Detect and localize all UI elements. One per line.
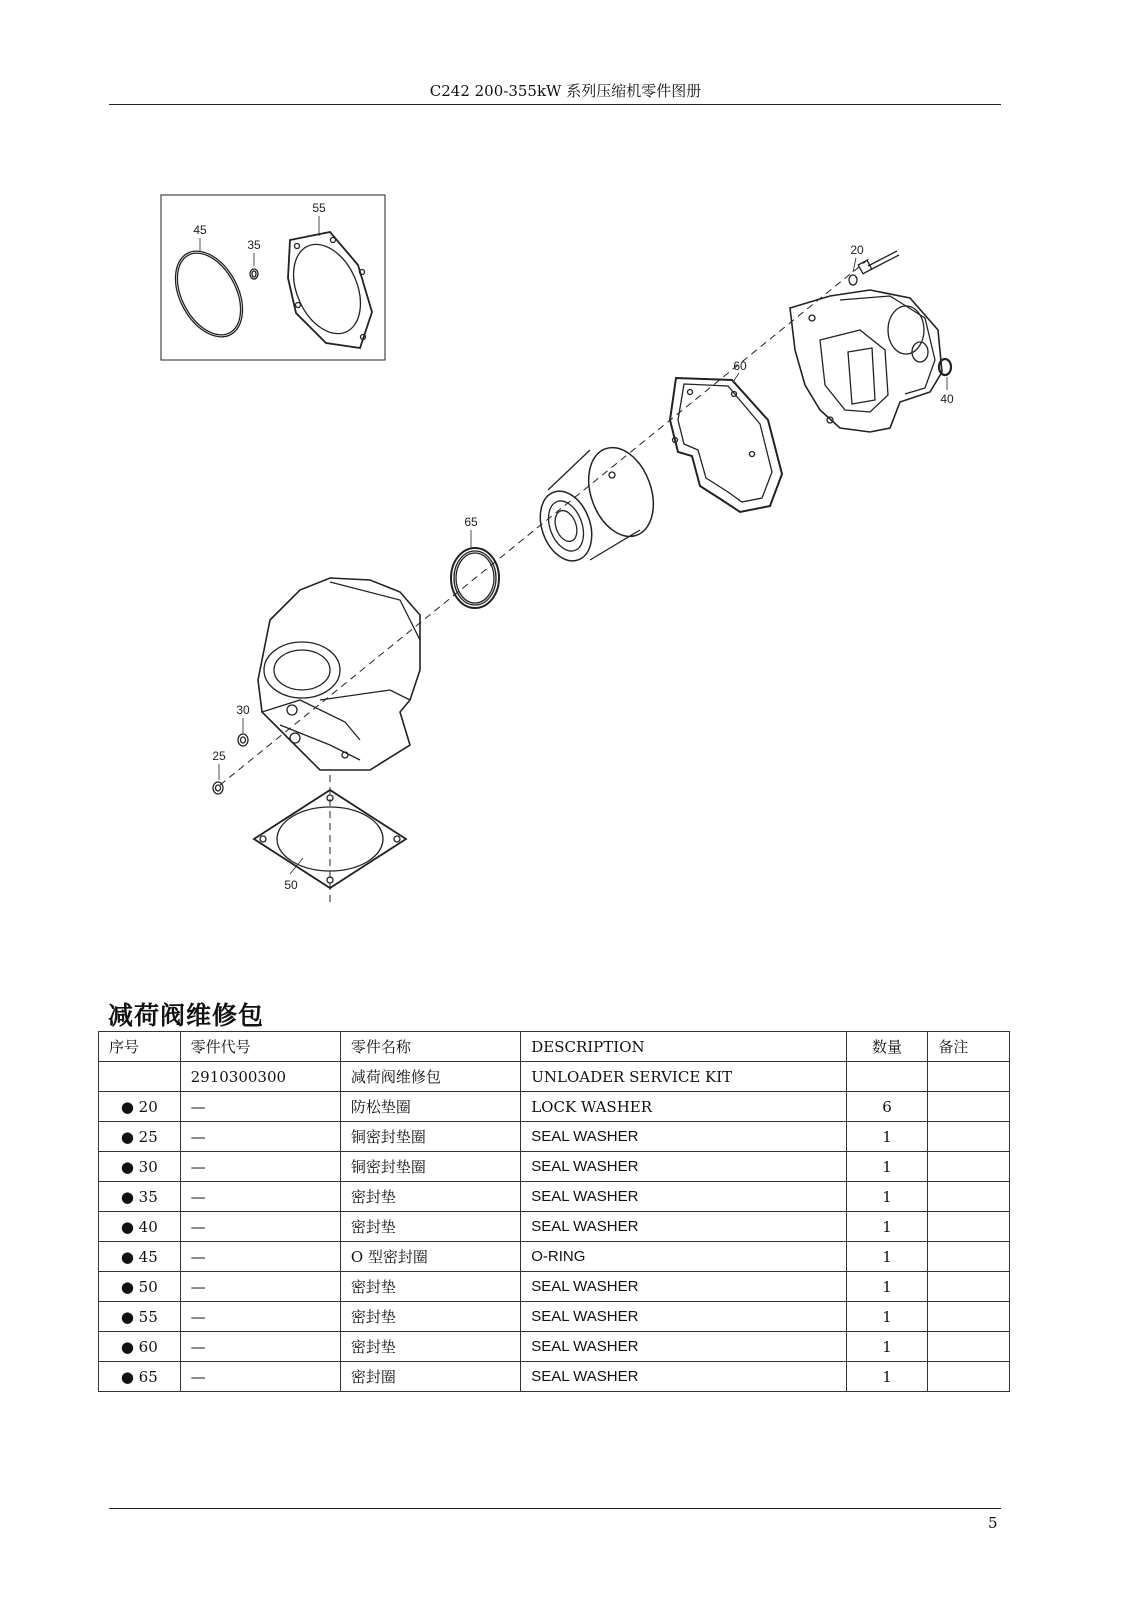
cell-qty: 1 — [846, 1152, 928, 1182]
cell-description: SEAL WASHER — [521, 1272, 847, 1302]
header-name-cn: 零件名称 — [340, 1032, 520, 1062]
callout-35: 35 — [247, 238, 261, 252]
cell-name-cn: 铜密封垫圈 — [340, 1122, 520, 1152]
callout-60: 60 — [733, 359, 747, 373]
footer-rule — [109, 1508, 1001, 1509]
table-row — [99, 1122, 1010, 1152]
part-35-seal-washer — [250, 269, 258, 279]
cell-description: SEAL WASHER — [521, 1212, 847, 1242]
header-no: 序号 — [99, 1032, 181, 1062]
callout-55: 55 — [312, 201, 326, 215]
cell-description: SEAL WASHER — [521, 1122, 847, 1152]
header-code: 零件代号 — [180, 1032, 340, 1062]
cell-no: ● 55 — [99, 1302, 181, 1332]
cell-no: ● 25 — [99, 1122, 181, 1152]
part-30-seal-washer — [238, 734, 248, 746]
table-row — [99, 1182, 1010, 1212]
right-housing — [790, 290, 942, 432]
table-header-row — [99, 1032, 1010, 1062]
part-60-gasket — [670, 378, 782, 512]
table-row — [99, 1062, 1010, 1092]
callout-20: 20 — [850, 243, 864, 257]
callout-45: 45 — [193, 223, 207, 237]
cell-remark — [928, 1182, 1010, 1212]
cell-no: ● 20 — [99, 1092, 181, 1122]
cell-name-cn: 密封垫 — [340, 1182, 520, 1212]
table-row — [99, 1242, 1010, 1272]
cell-no: ● 50 — [99, 1272, 181, 1302]
cell-remark — [928, 1212, 1010, 1242]
cell-remark — [928, 1362, 1010, 1392]
cell-code: — — [180, 1152, 340, 1182]
cell-qty: 1 — [846, 1302, 928, 1332]
cell-code: — — [180, 1362, 340, 1392]
cell-qty: 1 — [846, 1212, 928, 1242]
part-45-o-ring — [162, 240, 256, 348]
cell-name-cn: 密封垫 — [340, 1332, 520, 1362]
cell-no: ● 60 — [99, 1332, 181, 1362]
callout-50: 50 — [284, 878, 298, 892]
cell-name-cn: O 型密封圈 — [340, 1242, 520, 1272]
cell-name-cn: 防松垫圈 — [340, 1092, 520, 1122]
cell-name-cn: 密封垫 — [340, 1272, 520, 1302]
assembly-axis — [220, 258, 870, 785]
cell-code: — — [180, 1332, 340, 1362]
table-row — [99, 1212, 1010, 1242]
table-row — [99, 1362, 1010, 1392]
cell-code: — — [180, 1122, 340, 1152]
cell-code: — — [180, 1182, 340, 1212]
cell-code: — — [180, 1302, 340, 1332]
table-row — [99, 1332, 1010, 1362]
table-row — [99, 1272, 1010, 1302]
valve-sleeve — [531, 439, 665, 569]
parts-table — [98, 1031, 1010, 1392]
part-55-gasket — [280, 232, 373, 348]
cell-code: — — [180, 1092, 340, 1122]
cell-code: — — [180, 1242, 340, 1272]
cell-description: SEAL WASHER — [521, 1362, 847, 1392]
cell-qty: 1 — [846, 1182, 928, 1212]
cell-no: ● 45 — [99, 1242, 181, 1272]
cell-qty: 1 — [846, 1332, 928, 1362]
cell-remark — [928, 1272, 1010, 1302]
cell-remark — [928, 1302, 1010, 1332]
cell-no: ● 40 — [99, 1212, 181, 1242]
cell-qty: 1 — [846, 1272, 928, 1302]
cell-code: 2910300300 — [180, 1062, 340, 1092]
cell-description: SEAL WASHER — [521, 1152, 847, 1182]
cell-qty: 6 — [846, 1092, 928, 1122]
cell-name-cn: 密封垫 — [340, 1212, 520, 1242]
cell-code: — — [180, 1272, 340, 1302]
callout-25: 25 — [212, 749, 226, 763]
cell-name-cn: 密封圈 — [340, 1362, 520, 1392]
header-description: DESCRIPTION — [521, 1032, 847, 1062]
cell-description: SEAL WASHER — [521, 1182, 847, 1212]
table-row — [99, 1302, 1010, 1332]
cell-no: ● 65 — [99, 1362, 181, 1392]
callout-30: 30 — [236, 703, 250, 717]
cell-no: ● 35 — [99, 1182, 181, 1212]
cell-remark — [928, 1242, 1010, 1272]
cell-name-cn: 密封垫 — [340, 1302, 520, 1332]
cell-description: SEAL WASHER — [521, 1302, 847, 1332]
cell-name-cn: 减荷阀维修包 — [340, 1062, 520, 1092]
header-remark: 备注 — [928, 1032, 1010, 1062]
left-housing — [258, 578, 420, 770]
cell-remark — [928, 1122, 1010, 1152]
cell-no — [99, 1062, 181, 1092]
cell-qty: 1 — [846, 1242, 928, 1272]
header-qty: 数量 — [846, 1032, 928, 1062]
cell-code: — — [180, 1212, 340, 1242]
part-25-seal-washer — [213, 782, 223, 794]
cell-remark — [928, 1092, 1010, 1122]
callout-65: 65 — [464, 515, 478, 529]
cell-description: LOCK WASHER — [521, 1092, 847, 1122]
section-title: 减荷阀维修包 — [108, 1001, 265, 1030]
table-row — [99, 1092, 1010, 1122]
cell-remark — [928, 1062, 1010, 1092]
cell-qty: 1 — [846, 1362, 928, 1392]
page-header-title: C242 200-355kW 系列压缩机零件图册 — [429, 82, 702, 100]
cell-qty: 1 — [846, 1122, 928, 1152]
cell-remark — [928, 1332, 1010, 1362]
cell-no: ● 30 — [99, 1152, 181, 1182]
page-number: 5 — [988, 1514, 998, 1532]
table-row — [99, 1152, 1010, 1182]
cell-qty — [846, 1062, 928, 1092]
cell-description: UNLOADER SERVICE KIT — [521, 1062, 847, 1092]
cell-name-cn: 铜密封垫圈 — [340, 1152, 520, 1182]
callout-40: 40 — [940, 392, 954, 406]
cell-description: SEAL WASHER — [521, 1332, 847, 1362]
inset-box — [161, 195, 385, 360]
cell-remark — [928, 1152, 1010, 1182]
cell-description: O-RING — [521, 1242, 847, 1272]
